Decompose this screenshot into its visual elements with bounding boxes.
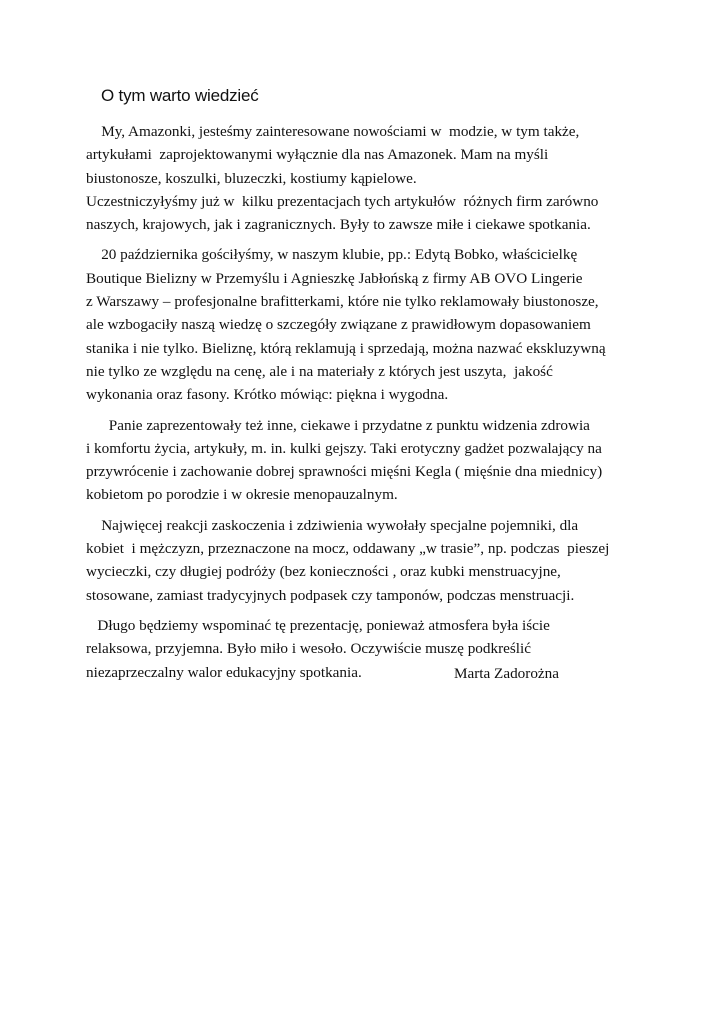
text-line: naszych, krajowych, jak i zagranicznych. Były to zawsze miłe i ciekawe spotkania. [86,216,591,234]
text-line: Panie zaprezentowały też inne, ciekawe i przydatne z punktu widzenia zdrowia [86,416,590,434]
text-line: stosowane, zamiast tradycyjnych podpasek czy tamponów, podczas menstruacji. [86,586,575,604]
text-line: Boutique Bielizny w Przemyślu i Agnieszkę Jabłońską z firmy AB OVO Lingerie [86,269,583,287]
text-line: artykułami zaprojektowanymi wyłącznie dla nas Amazonek. Mam na myśli [86,146,549,164]
paragraph-3 [86,414,656,507]
text-line: Uczestniczyłyśmy już w kilku prezentacjach tych artykułów różnych firm zarówno [86,192,599,210]
paragraph-2 [86,243,656,406]
text-line: stanika i nie tylko. Bieliznę, którą reklamują i sprzedają, można nazwać ekskluzywną [86,339,606,357]
text-line: My, Amazonki, jesteśmy zainteresowane nowościami w modzie, w tym także, [86,123,580,140]
article-body [86,120,656,691]
author-signature: Marta Zadorożna [454,665,559,682]
text-line: nie tylko ze względu na cenę, ale i na materiały z których jest uszyta, jakość [86,362,553,380]
text-line: ale wzbogaciły naszą wiedzę o szczegóły związane z prawidłowym dopasowaniem [86,316,591,334]
text-line: wycieczki, czy długiej podróży (bez konieczności , oraz kubki menstruacyjne, [86,563,561,581]
text-line: kobietom po porodzie i w okresie menopauzalnym. [86,486,398,504]
document-title: O tym warto wiedzieć [101,86,259,105]
text-line: wykonania oraz fasony. Krótko mówiąc: piękna i wygodna. [86,386,449,404]
text-line: kobiet i mężczyzn, przeznaczone na mocz, oddawany „w trasie”, np. podczas pieszej [86,540,610,558]
text-line: przywrócenie i zachowanie dobrej sprawności mięśni Kegla ( mięśnie dna miednicy) [86,463,603,481]
text-line: Długo będziemy wspominać tę prezentację, ponieważ atmosfera była iście [86,616,550,634]
text-line: niezaprzeczalny walor edukacyjny spotkania. [86,663,362,681]
text-line: relaksowa, przyjemna. Było miło i wesoło. Oczywiście muszę podkreślić [86,640,531,658]
text-line: Najwięcej reakcji zaskoczenia i zdziwienia wywołały specjalne pojemniki, dla [86,516,579,534]
paragraph-1 [86,120,656,236]
text-line: z Warszawy – profesjonalne brafitterkami, które nie tylko reklamowały biustonosze, [86,293,599,311]
paragraph-4 [86,514,656,607]
text-line: biustonosze, koszulki, bluzeczki, kostiumy kąpielowe. [86,169,417,187]
paragraph-5 [86,614,656,684]
text-line: i komfortu życia, artykuły, m. in. kulki gejszy. Taki erotyczny gadżet pozwalający na [86,439,602,457]
text-line: 20 października gościłyśmy, w naszym klubie, pp.: Edytą Bobko, właścicielkę [86,246,578,264]
